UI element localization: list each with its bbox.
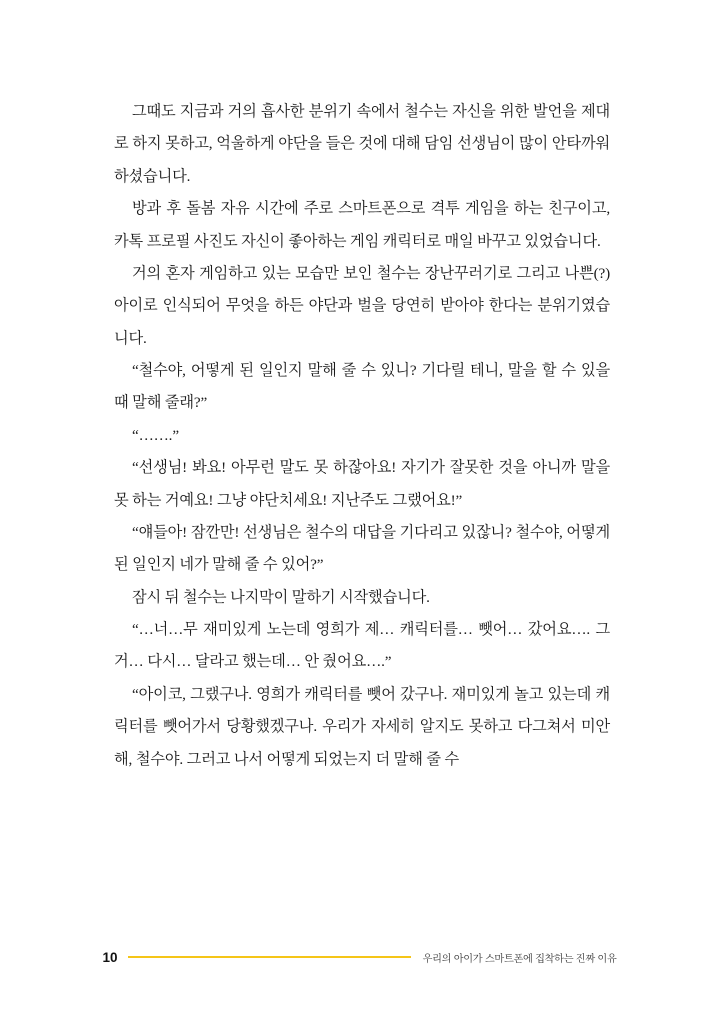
paragraph: 방과 후 돌봄 자유 시간에 주로 스마트폰으로 격투 게임을 하는 친구이고, 카톡 프로필 사진도 자신이 좋아하는 게임 캐릭터로 매일 바꾸고 있었습니다.	[114, 200, 610, 250]
page-footer	[0, 946, 721, 968]
running-title: 우리의 아이가 스마트폰에 집착하는 진짜 이유	[422, 953, 617, 965]
paragraph-dialogue: “철수야, 어떻게 된 일인지 말해 줄 수 있니? 기다릴 테니, 말을 할 수 있을 때 말해 줄래?”	[114, 362, 610, 412]
page-number: 10	[102, 949, 118, 965]
paragraph-dialogue: “…….”	[132, 426, 179, 444]
page-body-text	[114, 96, 610, 776]
paragraph-dialogue: “얘들아! 잠깐만! 선생님은 철수의 대답을 기다리고 있잖니? 철수야, 어떻게 된 일인지 네가 말해 줄 수 있어?”	[114, 523, 610, 574]
paragraph: 거의 혼자 게임하고 있는 모습만 보인 철수는 장난꾸러기로 그리고 나쁜(?) 아이로 인식되어 무엇을 하든 야단과 벌을 당연히 받아야 한다는 분위기였습니다.	[114, 264, 610, 347]
paragraph-dialogue: “…너…무 재미있게 노는데 영희가 제… 캐릭터를… 뺏어… 갔어요…. 그거… 다시… 달라고 했는데… 안 줬어요….”	[114, 621, 610, 671]
footer-divider-rule	[128, 956, 411, 958]
paragraph-dialogue: “선생님! 봐요! 아무런 말도 못 하잖아요! 자기가 잘못한 것을 아니까 말을 못 하는 거예요! 그냥 야단치세요! 지난주도 그랬어요!”	[114, 459, 610, 509]
paragraph: 잠시 뒤 철수는 나지막이 말하기 시작했습니다.	[132, 588, 430, 606]
paragraph-dialogue: “아이코, 그랬구나. 영희가 캐릭터를 뺏어 갔구나. 재미있게 놀고 있는데 캐릭터를 뺏어가서 당황했겠구나. 우리가 자세히 알지도 못하고 다그쳐서 미안해, 철수야. 그러고 나서 어떻게 되었는지 더 말해 줄 수	[114, 685, 610, 768]
paragraph: 그때도 지금과 거의 흡사한 분위기 속에서 철수는 자신을 위한 발언을 제대로 하지 못하고, 억울하게 야단을 들은 것에 대해 담임 선생님이 많이 안타까워하셨습니다.	[114, 103, 610, 185]
